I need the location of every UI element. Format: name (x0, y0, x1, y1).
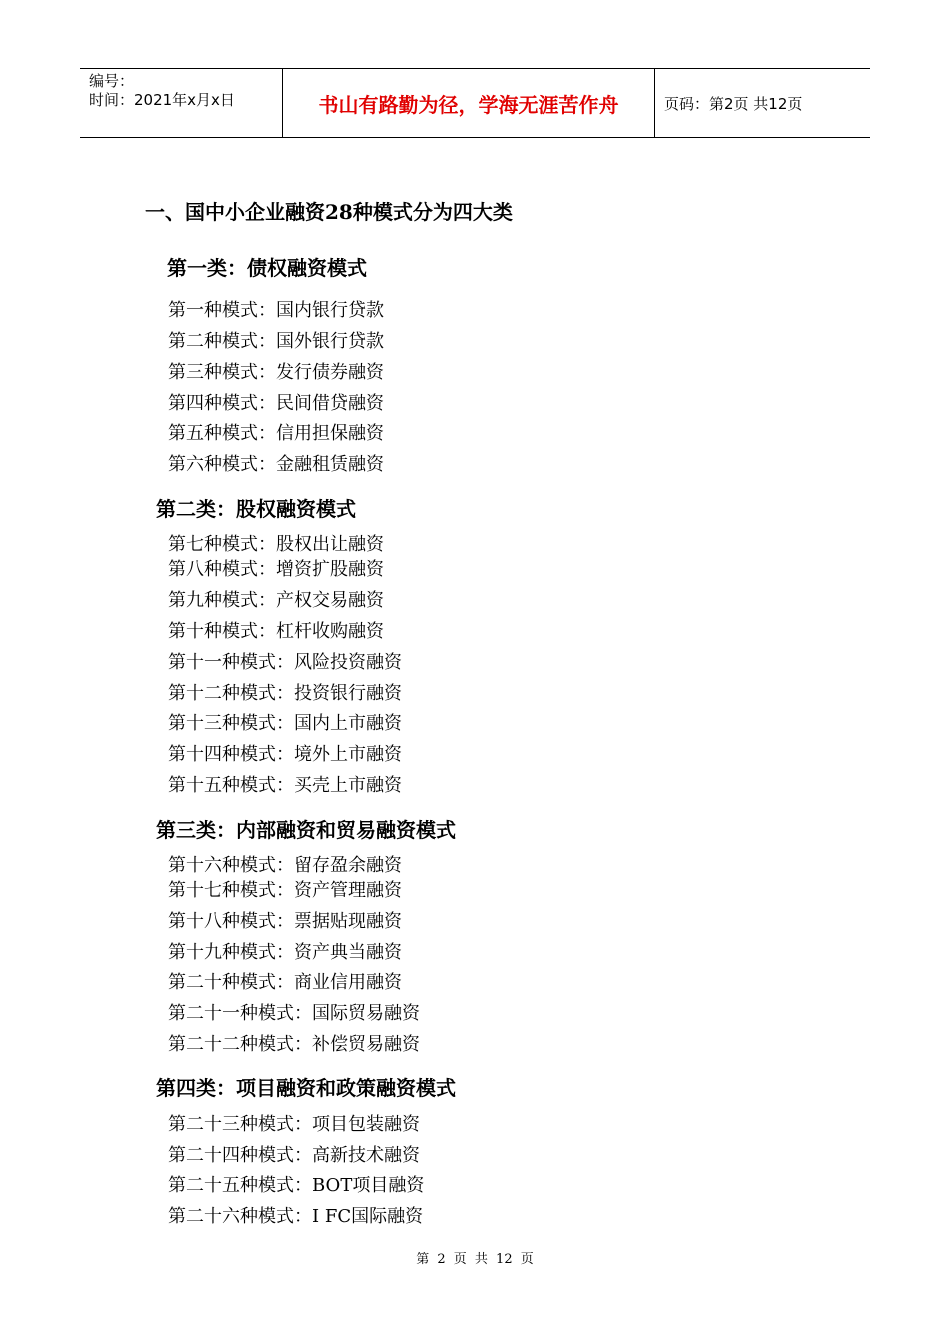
header-motto: 书山有路勤为径，学海无涯苦作舟 (282, 69, 655, 137)
list-item: 第四种模式：民间借贷融资 (168, 393, 384, 414)
list-item: 第二种模式：国外银行贷款 (168, 331, 384, 352)
number-label: 编号： (89, 72, 135, 90)
list-item: 第十六种模式：留存盈余融资 (168, 855, 402, 876)
category-title: 第三类：内部融资和贸易融资模式 (156, 818, 456, 842)
header-meta-cell (80, 69, 282, 137)
category-title: 第二类：股权融资模式 (156, 497, 356, 521)
list-item: 第三种模式：发行债券融资 (168, 362, 384, 383)
list-item: 第十种模式：杠杆收购融资 (168, 621, 384, 642)
page-header-table (80, 68, 870, 138)
list-item: 第二十二种模式：补偿贸易融资 (168, 1034, 420, 1055)
list-item: 第二十四种模式：高新技术融资 (168, 1145, 420, 1166)
time-label: 时间：2021年x月x日 (89, 91, 235, 109)
document-title: 一、国中小企业融资28种模式分为四大类 (145, 200, 513, 224)
list-item: 第二十一种模式：国际贸易融资 (168, 1003, 420, 1024)
list-item: 第九种模式：产权交易融资 (168, 590, 384, 611)
list-item: 第二十五种模式：BOT项目融资 (168, 1175, 425, 1196)
list-item: 第二十六种模式：I FC国际融资 (168, 1206, 424, 1227)
list-item: 第十八种模式：票据贴现融资 (168, 911, 402, 932)
list-item: 第十三种模式：国内上市融资 (168, 713, 402, 734)
list-item: 第六种模式：金融租赁融资 (168, 454, 384, 475)
list-item: 第八种模式：增资扩股融资 (168, 559, 384, 580)
list-item: 第二十三种模式：项目包装融资 (168, 1114, 420, 1135)
list-item: 第一种模式：国内银行贷款 (168, 300, 384, 321)
list-item: 第十七种模式：资产管理融资 (168, 880, 402, 901)
category-title: 第一类：债权融资模式 (167, 256, 367, 280)
list-item: 第五种模式：信用担保融资 (168, 423, 384, 444)
list-item: 第十一种模式：风险投资融资 (168, 652, 402, 673)
header-page-info: 页码：第2页 共12页 (664, 94, 803, 113)
list-item: 第七种模式：股权出让融资 (168, 534, 384, 555)
list-item: 第十二种模式：投资银行融资 (168, 683, 402, 704)
list-item: 第十五种模式：买壳上市融资 (168, 775, 402, 796)
list-item: 第二十种模式：商业信用融资 (168, 972, 402, 993)
page-footer: 第 2 页 共 12 页 (416, 1252, 534, 1267)
category-title: 第四类：项目融资和政策融资模式 (156, 1076, 456, 1100)
list-item: 第十四种模式：境外上市融资 (168, 744, 402, 765)
list-item: 第十九种模式：资产典当融资 (168, 942, 402, 963)
